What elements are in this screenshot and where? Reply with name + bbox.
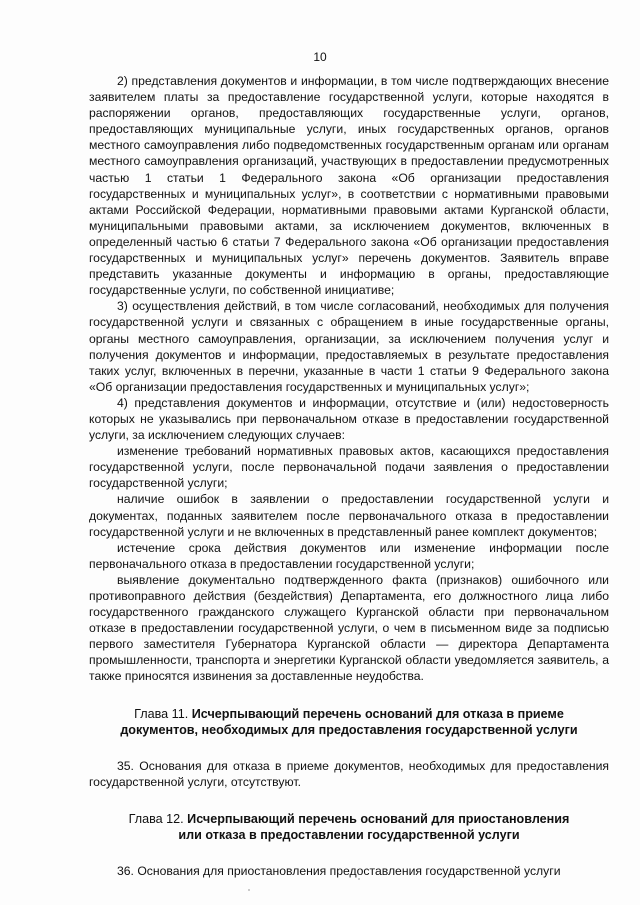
chapter-12-prefix: Глава 12. bbox=[128, 811, 184, 826]
chapter-11-prefix: Глава 11. bbox=[134, 706, 189, 721]
page-number: 10 bbox=[313, 50, 327, 64]
paragraph-item-3: 3) осуществления действий, в том числе согласований, необходимых для получения государственной услуги и связанных с обращением в иные государственные органы, органы местного самоуправления, организации, за исключением получения услуг и получения документов и информации, предоставляемых в результате предоставления таких услуг, включенных в перечни, указанные в части 1 статьи 9 Федерального закона «Об организации предоставления государственных и муниципальных услуг»; bbox=[89, 299, 609, 394]
chapter-12-heading bbox=[89, 811, 609, 843]
paragraph-item-2: 2) представления документов и информации, в том числе подтверждающих внесение заявителем платы за предоставление государственной услуги, которые находятся в распоряжении органов, предоставляющих государственные услуги, органов, предоставляющих муниципальные услуги, иных государственных органов, органов местного самоуправления либо подведомственных государственным органам или органам местного самоуправления организаций, участвующих в предоставлении предусмотренных частью 1 статьи 1 Федерального закона «Об организации предоставления государственных и муниципальных услуг», в соответствии с нормативными правовыми актами Российской Федерации, нормативными правовыми актами Курганской области, муниципальными правовыми актами, за исключением документов, включенных в определенный частью 6 статьи 7 Федерального закона «Об организации предоставления государственных и муниципальных услуг» перечень документов. Заявитель вправе представить указанные документы и информацию в органы, предоставляющие государственные услуги, по собственной инициативе; bbox=[89, 74, 609, 298]
chapter-11-heading bbox=[89, 706, 609, 738]
exception-case-3: истечение срока действия документов или изменение информации после первоначального отказа в предоставлении государственной услуги; bbox=[89, 540, 609, 571]
chapter-12-title-line1: Исчерпывающий перечень оснований для приостановления bbox=[187, 811, 570, 826]
scan-speck bbox=[248, 889, 250, 891]
document-body bbox=[89, 73, 609, 879]
paragraph-36: 36. Основания для приостановления предоставления государственной услуги bbox=[117, 863, 561, 878]
exception-case-1: изменение требований нормативных правовых актов, касающихся предоставления государственной услуги, после первоначальной подачи заявления о предоставлении государственной услуги; bbox=[89, 444, 609, 491]
chapter-11-title-line1: Исчерпывающий перечень оснований для отказа в приеме bbox=[191, 706, 564, 721]
chapter-12-title-line2: или отказа в предоставлении государственной услуги bbox=[178, 827, 520, 842]
paragraph-35: 35. Основания для отказа в приеме документов, необходимых для предоставления государственной услуги, отсутствуют. bbox=[89, 758, 609, 789]
exception-case-2: наличие ошибок в заявлении о предоставлении государственной услуги и документах, поданных заявителем после первоначального отказа в предоставлении государственной услуги и не включенных в представленный ранее комплект документов; bbox=[89, 492, 609, 539]
paragraph-item-4: 4) представления документов и информации, отсутствие и (или) недостоверность которых не указывались при первоначальном отказе в предоставлении государственной услуги, за исключением следующих случаев: bbox=[89, 395, 609, 443]
exception-case-4: выявление документально подтвержденного факта (признаков) ошибочного или противоправного действия (бездействия) Департамента, его должностного лица либо государственного гражданского служащего Курганской области при первоначальном отказе в предоставлении государственной услуги, о чем в письменном виде за подписью первого заместителя Губернатора Курганской области — директора Департамента промышленности, транспорта и энергетики Курганской области уведомляется заявитель, а также приносятся извинения за доставленные неудобства. bbox=[89, 572, 609, 684]
scan-speck bbox=[358, 878, 360, 880]
chapter-11-title-line2: документов, необходимых для предоставления государственной услуги bbox=[120, 722, 578, 737]
